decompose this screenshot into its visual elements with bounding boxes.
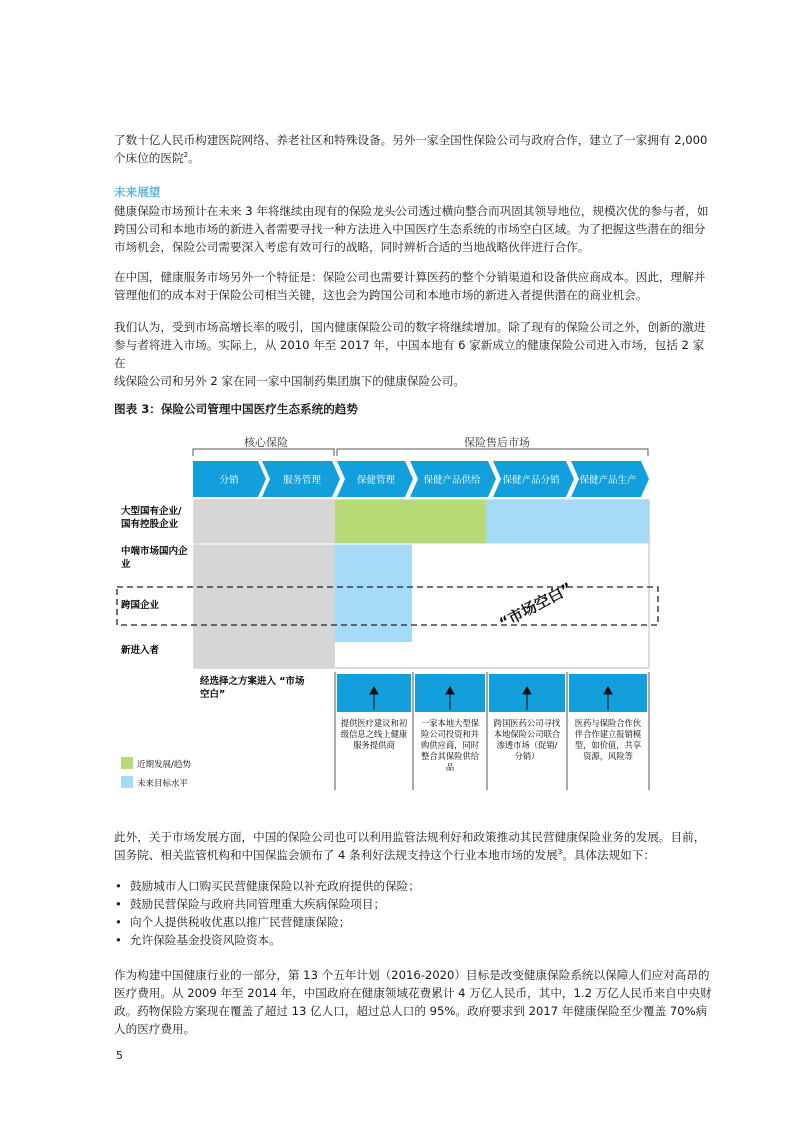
entry-desc: 分销） (514, 751, 540, 761)
entry-label: 空白” (200, 689, 226, 700)
figure-title: 图表 3：保险公司管理中国医疗生态系统的趋势 (114, 402, 358, 416)
footnote-ref[interactable]: 2 (183, 151, 189, 160)
group-after-label: 保险售后市场 (464, 436, 530, 449)
legend-swatch-blue (121, 776, 133, 788)
section-heading: 未来展望 (114, 185, 161, 199)
p2-line: 健康保险市场预计在未来 3 年将继续由现有的保险龙头公司透过横向整合而巩固其领导地位，规模次优的参与者，如 (114, 204, 709, 218)
entry-strategies (335, 672, 649, 790)
legend-swatch-green (121, 757, 133, 769)
p2-line: 跨国公司和本地市场的新进入者需要寻找一种方法进入中国医疗生态系统的市场空白区域。为了把握这些潜在的细分 (114, 222, 706, 236)
p4-line: 我们认为，受到市场高增长率的吸引，国内健康保险公司的数字将继续增加。除了现有的保险公司之外，创新的激进 (114, 320, 706, 334)
list-item: • 鼓励城市人口购买民营健康保险以补充政府提供的保险； (114, 877, 420, 895)
chevron-label: 保健产品分销 (502, 475, 560, 486)
entry-desc: 级信息之线上健康 (340, 729, 408, 739)
legend-label: 近期发展/趋势 (137, 760, 191, 770)
page-number: 5 (116, 1049, 123, 1062)
p1-line: 了数十亿人民币构建医院网络、养老社区和特殊设备。另外一家全国性保险公司与政府合作，建立了一家拥有 2,000 (114, 133, 708, 147)
entry-desc: 服务提供商 (353, 740, 395, 750)
list-item: • 允许保险基金投资风险资本。 (114, 931, 420, 949)
entry-desc: 伴合作建立报销模 (574, 729, 642, 739)
entry-desc: 型，如价值，共享 (574, 740, 642, 750)
p4-line: 线保险公司和另外 2 家在同一家中国制药集团旗下的健康保险公司。 (114, 374, 465, 388)
p2-line: 市场机会，保险公司需要深入考虑有效可行的战略，同时辨析合适的当地战略伙伴进行合作。 (114, 240, 590, 254)
p1-end: 。 (188, 151, 200, 165)
chevron-label: 保健产品供给 (423, 475, 481, 486)
p5-line: 此外，关于市场发展方面，中国的保险公司也可以利用监管法规利好和政策推动其民营健康保险业务的发展。目前， (114, 830, 706, 844)
p6-line: 医疗费用。从 2009 年至 2014 年，中国政府在健康领域花费累计 4 万亿人民币，其中，1.2 万亿人民币来自中央财 (114, 986, 712, 1000)
entry-desc: 品 (445, 762, 455, 772)
paragraph-five-year-plan (114, 966, 714, 1038)
p5-line: 国务院、相关监管机构和中国保监会颁布了 4 条利好法规支持这个行业本地市场的发展 (114, 848, 558, 862)
row-label: 业 (121, 559, 131, 570)
p6-line: 人的医疗费用。 (114, 1022, 196, 1036)
row-label: 大型国有企业/ (121, 506, 182, 517)
p4-line: 参与者将进入市场。实际上，从 2010 年至 2017 年，中国本地有 6 家新成立的健康保险公司进入市场，包括 2 家在 (114, 338, 705, 370)
legend (121, 757, 191, 789)
entry-desc: 险公司投资和并 (420, 729, 480, 739)
footnote-ref[interactable]: 3 (557, 848, 563, 857)
p3-line: 管理他们的成本对于保险公司相当关键，这也会为跨国公司和本地市场的新进入者提供潜在的商业机会。 (114, 288, 648, 302)
chevron-label: 服务管理 (282, 475, 322, 486)
row-label: 中端市场国内企 (121, 546, 188, 557)
chevron-label: 分销 (219, 475, 239, 486)
entry-desc: 渗透市场（促销/ (496, 740, 558, 750)
group-core-label: 核心保险 (244, 436, 288, 449)
future-target-block (335, 544, 412, 642)
legend-label: 未来目标水平 (137, 779, 189, 789)
matrix (194, 500, 649, 668)
entry-desc: 一家本地大型保 (420, 718, 480, 728)
entry-desc: 资源，风险等 (583, 751, 633, 761)
regulation-list (114, 877, 420, 949)
entry-desc: 跨国医药公司寻找 (493, 718, 561, 728)
p3-line: 在中国，健康服务市场另外一个特征是：保险公司也需要计算医药的整个分销渠道和设备供应商成本。因此，理解并 (114, 270, 706, 284)
entry-label: 经选择之方案进入 “市场 (200, 676, 305, 687)
entry-desc: 医药与保险合作伙 (574, 718, 642, 728)
group-brackets (193, 449, 648, 456)
value-chain-chevrons (193, 461, 649, 497)
entry-desc: 本地保险公司联合 (493, 729, 561, 739)
entry-desc: 提供医疗建议和初 (340, 718, 408, 728)
p1-line: 个床位的医院 (114, 151, 184, 165)
core-insurance-area (194, 500, 335, 668)
market-blank-label: “市场空白” (496, 578, 576, 633)
entry-desc: 整合其保险供给 (420, 751, 480, 761)
p5-end: 。具体法规如下： (562, 848, 655, 862)
near-term-trend-block (335, 500, 486, 544)
paragraph-regulation (114, 828, 714, 864)
row-label: 跨国企业 (121, 600, 160, 611)
future-target-block (486, 500, 649, 544)
list-item: • 鼓励民营保险与政府共同管理重大疾病保险项目； (114, 895, 420, 913)
row-label: 国有控股企业 (121, 519, 179, 530)
p6-line: 作为构建中国健康行业的一部分，第 13 个五年计划（2016-2020）目标是改变健康保险系统以保障人们应对高昂的 (114, 968, 710, 982)
list-item: • 向个人提供税收优惠以推广民营健康保险； (114, 913, 420, 931)
row-label: 新进入者 (121, 645, 160, 656)
entry-desc: 购供应商，同时 (420, 740, 480, 750)
p6-line: 政。药物保险方案现在覆盖了超过 13 亿人口，超过总人口的 95%。政府要求到 2017 年健康保险至少覆盖 70%病 (114, 1004, 708, 1018)
chevron-label: 保健管理 (356, 475, 396, 486)
chevron-label: 保健产品生产 (579, 475, 637, 486)
